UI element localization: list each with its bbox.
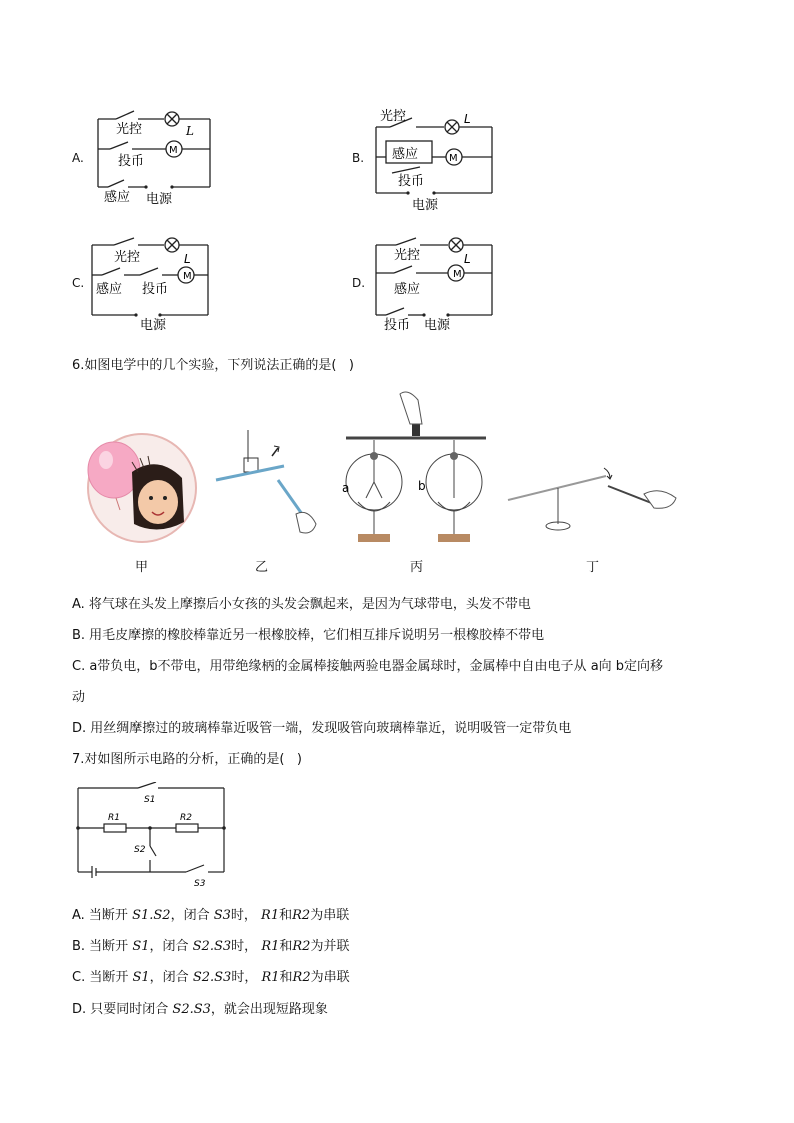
svg-text:L: L [464, 252, 471, 266]
q7-choice-d[interactable]: D. 只要同时闭合 S2.S3，就会出现短路现象 [72, 1002, 328, 1017]
label-light: 光控 [116, 122, 143, 137]
question-7-stem: 7.对如图所示电路的分析，正确的是( ) [72, 752, 302, 767]
figure-label-jia: 甲 [135, 560, 149, 575]
electroscope-a-label: a [342, 481, 350, 495]
figure-ding-straw [506, 448, 682, 538]
svg-text:投币: 投币 [142, 282, 169, 297]
svg-text:M: M [449, 153, 458, 164]
label-lamp: L [186, 124, 194, 138]
question-6-stem: 6.如图电学中的几个实验，下列说法正确的是( ) [72, 358, 354, 373]
svg-text:L: L [184, 252, 191, 266]
svg-text:感应: 感应 [392, 147, 419, 162]
label-sense: 感应 [104, 190, 131, 205]
figure-jia-balloon-girl [74, 432, 200, 546]
q6-choice-c[interactable]: C. a带负电，b不带电，用带绝缘柄的金属棒接触两验电器金属球时，金属棒中自由电子从 a向 b定向移 [72, 659, 664, 674]
figure-yi-rod [212, 428, 324, 538]
label-s2: S2 [134, 845, 146, 855]
svg-text:L: L [464, 112, 471, 126]
q7-choice-b[interactable]: B. 当断开 S1，闭合 S2.S3时， R1和R2为并联 [72, 939, 350, 954]
q6-choice-a[interactable]: A. 将气球在头发上摩擦后小女孩的头发会飘起来，是因为气球带电，头发不带电 [72, 597, 531, 612]
option-c-letter[interactable]: C. [72, 276, 85, 290]
svg-text:感应: 感应 [394, 282, 421, 297]
svg-text:电源: 电源 [424, 318, 451, 333]
q7-choice-c[interactable]: C. 当断开 S1，闭合 S2.S3时， R1和R2为串联 [72, 970, 350, 985]
circuit-c [88, 235, 216, 335]
electroscope-b-label: b [418, 479, 426, 493]
q7-circuit [72, 782, 232, 890]
label-power: 电源 [146, 192, 173, 205]
q6-choice-d[interactable]: D. 用丝绸摩擦过的玻璃棒靠近吸管一端，发现吸管向玻璃棒靠近，说明吸管一定带负电 [72, 721, 572, 736]
svg-text:投币: 投币 [384, 318, 411, 333]
label-s3: S3 [194, 879, 206, 889]
q6-choice-c-cont: 动 [72, 690, 86, 705]
figure-label-ding: 丁 [586, 560, 600, 575]
svg-text:M: M [183, 271, 192, 282]
label-s1: S1 [144, 795, 156, 805]
q6-choice-b[interactable]: B. 用毛皮摩擦的橡胶棒靠近另一根橡胶棒，它们相互排斥说明另一根橡胶棒不带电 [72, 628, 545, 643]
svg-text:光控: 光控 [114, 250, 141, 265]
figure-label-bing: 丙 [410, 560, 424, 575]
q7-choice-a[interactable]: A. 当断开 S1.S2，闭合 S3时， R1和R2为串联 [72, 908, 350, 923]
option-d-letter[interactable]: D. [352, 276, 366, 290]
circuit-b [372, 103, 500, 215]
svg-text:感应: 感应 [96, 282, 123, 297]
label-r2: R2 [180, 813, 192, 823]
circuit-a [90, 105, 218, 205]
option-b-letter[interactable]: B. [352, 151, 365, 165]
label-coin: 投币 [118, 154, 145, 169]
label-r1: R1 [108, 813, 120, 823]
circuit-d [372, 235, 500, 335]
figure-label-yi: 乙 [255, 560, 269, 575]
svg-text:光控: 光控 [380, 109, 407, 124]
svg-text:电源: 电源 [412, 198, 439, 213]
svg-text:M: M [453, 269, 462, 280]
option-a-letter[interactable]: A. [72, 151, 84, 165]
svg-text:光控: 光控 [394, 248, 421, 263]
figure-bing-electroscopes [338, 390, 490, 546]
motor-m: M [169, 145, 178, 156]
svg-text:电源: 电源 [140, 318, 167, 333]
svg-text:投币: 投币 [398, 174, 425, 189]
